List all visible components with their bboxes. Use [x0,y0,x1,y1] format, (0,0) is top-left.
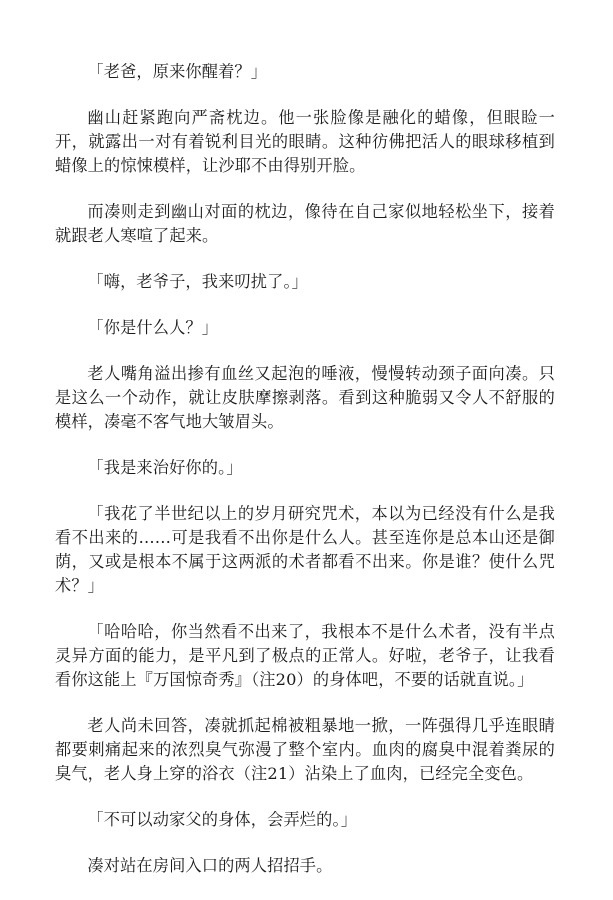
paragraph-1: 「老爸，原来你醒着？」 [87,62,268,81]
paragraph-9: 「哈哈哈，你当然看不出来了，我根本不是什么术者，没有半点灵异方面的能力，是平凡到了极点的正常人。好啦，老爷子，让我看看你这能上『万国惊奇秀』（注20）的身体吧，不要的话就直说。」 [55,622,555,689]
paragraph-10: 老人尚未回答，凑就抓起棉被粗暴地一掀，一阵强得几乎连眼睛都要刺痛起来的浓烈臭气弥漫了整个室内。血肉的腐臭中混着粪尿的臭气，老人身上穿的浴衣（注21）沾染上了血肉，已经完全变色。 [55,716,555,783]
paragraph-11: 「不可以动家父的身体，会弄烂的。」 [87,810,358,829]
paragraph-7: 「我是来治好你的。」 [87,458,243,477]
paragraph-5: 「你是什么人？」 [87,318,219,337]
paragraph-4: 「嗨，老爷子，我来叨扰了。」 [87,272,309,291]
book-page [55,60,555,900]
paragraph-8: 「我花了半世纪以上的岁月研究咒术，本以为已经没有什么是我看不出来的……可是我看不出你是什么人。甚至连你是总本山还是御荫，又或是根本不属于这两派的术者都看不出来。你是谁？使什么咒术？」 [55,504,555,595]
paragraph-3: 而凑则走到幽山对面的枕边，像待在自己家似地轻松坐下，接着就跟老人寒喧了起来。 [55,202,555,245]
paragraph-6: 老人嘴角溢出掺有血丝又起泡的唾液，慢慢转动颈子面向凑。只是这么一个动作，就让皮肤摩擦剥落。看到这种脆弱又令人不舒服的模样，凑毫不客气地大皱眉头。 [55,364,555,431]
paragraph-2: 幽山赶紧跑向严斋枕边。他一张脸像是融化的蜡像，但眼睑一开，就露出一对有着锐利目光的眼睛。这种彷佛把活人的眼球移植到蜡像上的惊悚模样，让沙耶不由得别开脸。 [55,108,555,175]
paragraph-12: 凑对站在房间入口的两人招招手。 [87,856,333,875]
